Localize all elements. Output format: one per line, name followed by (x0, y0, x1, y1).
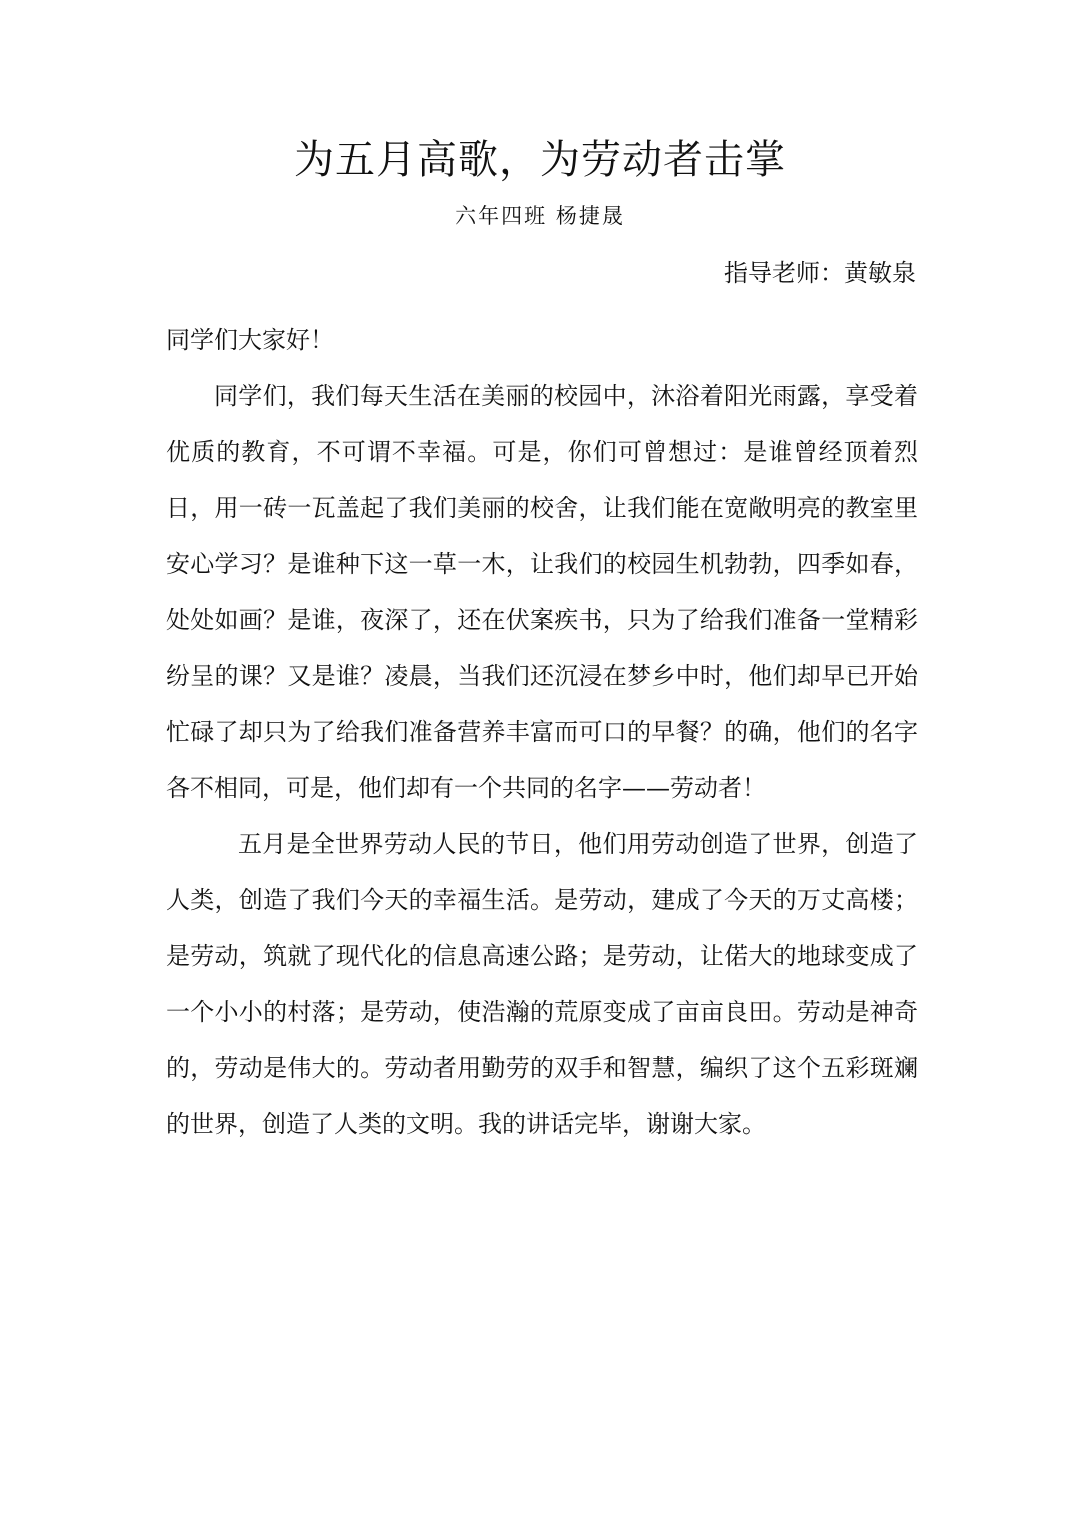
greeting-paragraph: 同学们大家好！ (166, 326, 334, 354)
document-title: 为五月高歌，为劳动者击掌 (294, 137, 786, 183)
speech-body (166, 312, 918, 1152)
author-byline: 六年四班 杨捷晟 (455, 204, 625, 228)
teacher-line: 指导老师：黄敏泉 (724, 259, 916, 287)
body-paragraph-2: 五月是全世界劳动人民的节日，他们用劳动创造了世界，创造了人类，创造了我们今天的幸福生活。是劳动，建成了今天的万丈高楼；是劳动，筑就了现代化的信息高速公路；是劳动，让偌大的地球变成了一个小小的村落；是劳动，使浩瀚的荒原变成了亩亩良田。劳动是神奇的，劳动是伟大的。劳动者用勤劳的双手和智慧，编织了这个五彩斑斓的世界，创造了人类的文明。我的讲话完毕，谢谢大家。 (166, 830, 918, 1138)
body-paragraph-1: 同学们，我们每天生活在美丽的校园中，沐浴着阳光雨露，享受着优质的教育，不可谓不幸福。可是，你们可曾想过：是谁曾经顶着烈日，用一砖一瓦盖起了我们美丽的校舍，让我们能在宽敞明亮的教室里安心学习？是谁种下这一草一木，让我们的校园生机勃勃，四季如春，处处如画？是谁，夜深了，还在伏案疾书，只为了给我们准备一堂精彩纷呈的课？又是谁？凌晨，当我们还沉浸在梦乡中时，他们却早已开始忙碌了却只为了给我们准备营养丰富而可口的早餐？的确，他们的名字各不相同，可是，他们却有一个共同的名字——劳动者！ (166, 382, 918, 802)
